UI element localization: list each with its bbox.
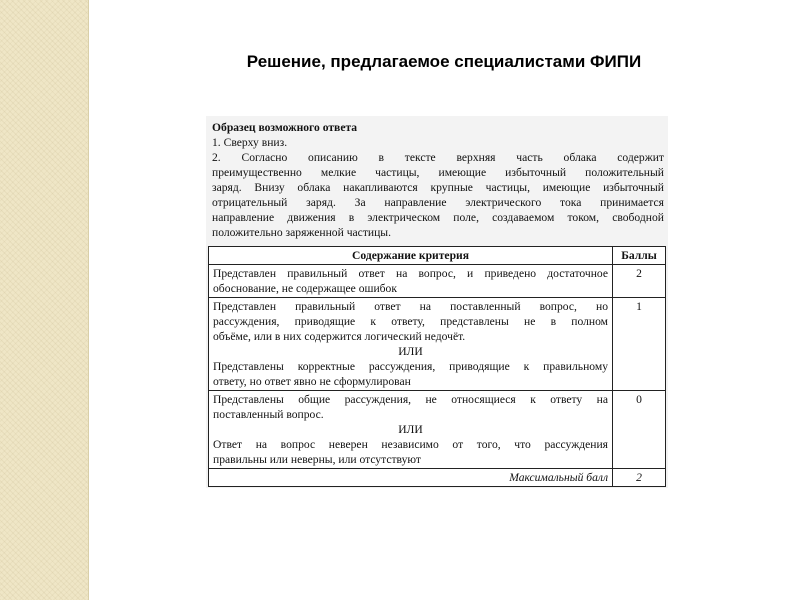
criterion-line: обоснование, не содержащее ошибок [213,282,397,295]
criterion-line: поставленный вопрос. [213,408,324,421]
answer-line: отрицательный заряд. За направление электрического тока принимается [212,196,664,209]
criterion-line: Представлены общие рассуждения, не относящиеся к ответу на [213,393,608,406]
answer-line: заряд. Внизу облака накапливаются крупные частицы, имеющие избыточный [212,181,664,194]
or-separator: ИЛИ [398,345,423,358]
score-cell: 0 [613,391,666,469]
table-header-row [209,247,666,265]
criterion-line: Ответ на вопрос неверен независимо от того, что рассуждения [213,438,608,451]
criteria-header: Содержание критерия [209,247,613,265]
decorative-sidebar [0,0,89,600]
criteria-table [208,246,666,487]
criterion-line: Представлен правильный ответ на поставленный вопрос, но [213,300,608,313]
score-cell: 2 [613,265,666,298]
answer-line: 2. Согласно описанию в тексте верхняя часть облака содержит [212,151,664,164]
or-separator: ИЛИ [398,423,423,436]
criterion-line: правильны или неверны, или отсутствуют [213,453,421,466]
answer-line: преимущественно мелкие частицы, имеющие избыточный положительный [212,166,664,179]
criterion-line: Представлен правильный ответ на вопрос, и приведено достаточное [213,267,608,280]
criterion-line: рассуждения, приводящие к ответу, представлены не в полном [213,315,608,328]
answer-line: положительно заряженной частицы. [212,226,391,239]
answer-heading: Образец возможного ответа [212,121,358,134]
answer-line: 1. Сверху вниз. [212,136,288,149]
max-score-label: Максимальный балл [209,469,613,487]
score-header: Баллы [613,247,666,265]
criterion-line: ответу, но ответ явно не сформулирован [213,375,411,388]
criterion-line: объёме, или в них содержится логический недочёт. [213,330,466,343]
slide-title: Решение, предлагаемое специалистами ФИПИ [246,52,642,71]
criterion-line: Представлены корректные рассуждения, приводящие к правильному [213,360,608,373]
answer-line: направление движения в электрическом поле, создаваемом током, свободной [212,211,664,224]
total-row [209,469,666,487]
scanned-document [206,116,668,488]
max-score-value: 2 [613,469,666,487]
criterion-cell [209,391,613,469]
sample-answer [206,116,668,240]
criterion-cell [209,298,613,391]
table-row [209,298,666,391]
table-row [209,265,666,298]
criterion-cell [209,265,613,298]
score-cell: 1 [613,298,666,391]
table-row [209,391,666,469]
